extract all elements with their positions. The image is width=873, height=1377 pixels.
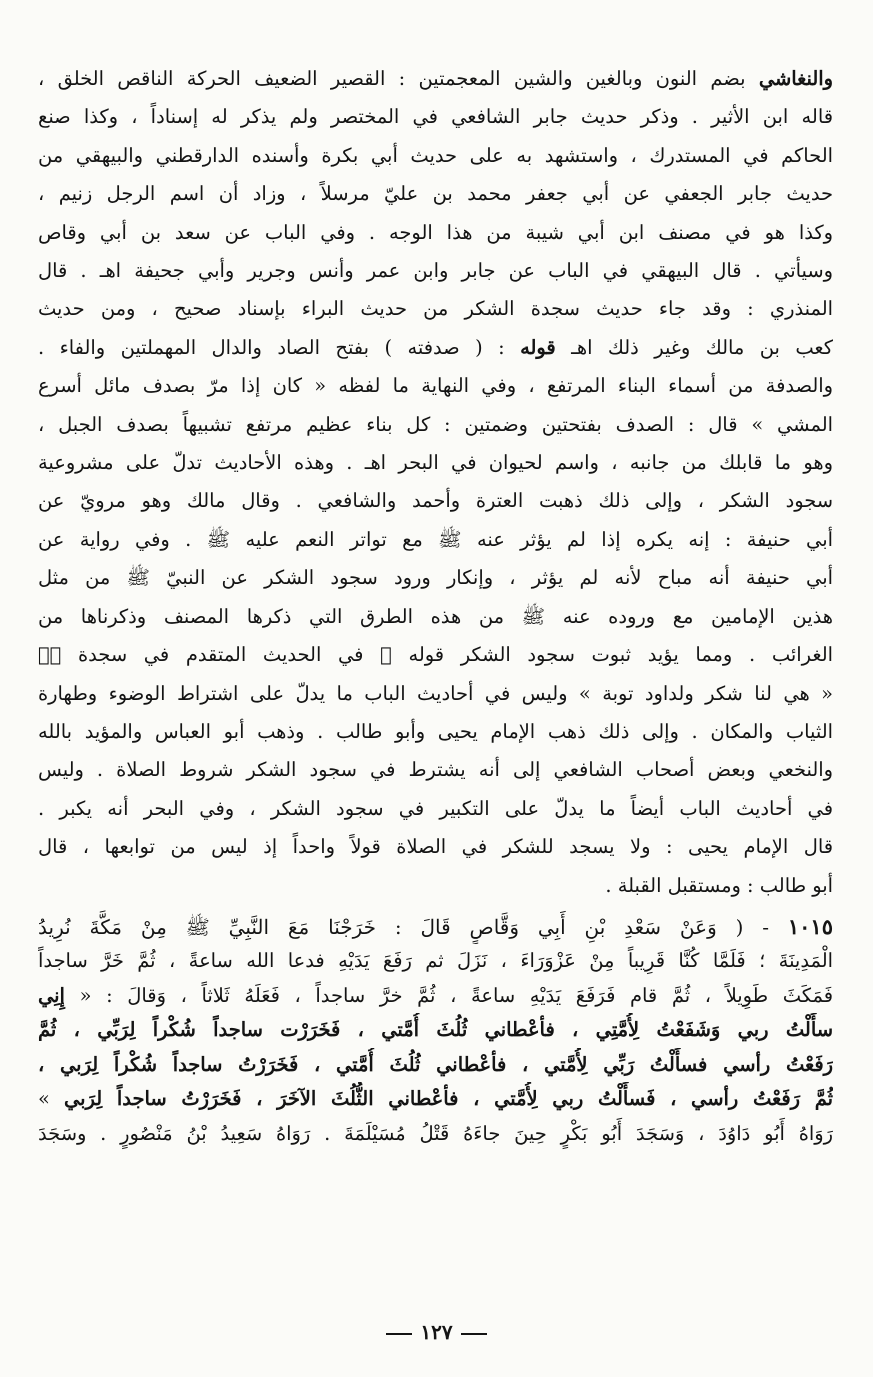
line-text: الثياب والمكان . وإلى ذلك ذهب الإمام يحيى وأبو طالب . وذهب أبو العباس والمؤيد بالله [38,719,833,743]
commentary-line [38,290,833,328]
line-text: المنذري : وقد جاء حديث سجدة الشكر من حديث البراء بإسناد صحيح ، ومن حديث [38,297,833,321]
hadith-line-text: - ( وَعَنْ سَعْدِ بْنِ أَبِي وَقَّاصٍ قَالَ : خَرَجْنَا مَعَ النَّبِيِّ ﷺ مِنْ مَكَّةَ نُرِيدُ [38,914,788,939]
commentary-line [38,482,833,520]
commentary-line [38,867,833,905]
line-text: سجود الشكر ، وإلى ذلك ذهبت العترة وأحمد والشافعي . وقال مالك وهو مرويّ عن [38,489,833,513]
hadith-line-text: فَمَكَثَ طَوِيلاً ، ثُمَّ قام فَرَفَعَ يَدَيْهِ ساعةً ، ثُمَّ خرَّ ساجداً ، فَعَلَهُ ثَلاثاً ، وَقالَ : « [64,983,833,1007]
line-text: هذين الإمامين مع وروده عنه ﷺ من هذه الطرق التي ذكرها المصنف وذكرناها من [38,604,833,628]
line-text: والصدفة من أسماء البناء المرتفع ، وفي النهاية ما لفظه « كان إذا مرّ بصدف مائل أسرع [38,374,833,398]
commentary-line [38,175,833,213]
hadith-line [38,1117,833,1152]
commentary-line [38,636,833,674]
hadith-bold-text: ثُمَّ رَفَعْتُ رأسي ، فَسأَلْتُ ربي لِأُمَّتي ، فأعْطاني الثُّلُثَ الآخَرَ ، فَخَرَرْتُ ساجداً لِرَبي [64,1087,833,1111]
line-text: المشي » قال : الصدف بفتحتين وضمتين : كل بناء عظيم مرتفع تشبيهاً بصدف الجبل ، [38,412,833,436]
hadith-bold-text: رَفَعْتُ رأسي فسأَلْتُ رَبِّي لِأُمَّتي ، فأعْطاني ثُلُثَ أُمَّتي ، فَخَرَرْتُ ساجداً شُكْراً لِرَبي ، [38,1052,833,1076]
commentary-line [38,252,833,290]
bold-term: والنغاشي [758,67,833,90]
commentary-line [38,713,833,751]
commentary-line [38,98,833,136]
hadith-lines [38,944,833,1151]
hadith-line-text: الْمَدِينَةَ ؛ فَلَمَّا كُنَّا قَرِيباً مِنْ عَزْوَرَاءَ ، نَزَلَ ثم رَفَعَ يَدَيْهِ فدعا الله ساعةً ، ثُمَّ خَرَّ ساجداً [38,949,833,973]
commentary-line [38,521,833,559]
commentary-line [38,559,833,597]
line-text: وهو ما قابلك من جانبه ، واسم لحيوان في البحر اهـ . وهذه الأحاديث تدلّ على مشروعية [38,451,833,475]
commentary-line [38,828,833,866]
hadith-line [38,979,833,1014]
quote-close: » [38,1087,64,1111]
line-text: الحاكم في المستدرك ، واستشهد به على حديث أبي بكرة وأسنده الدارقطني والبيهقي من [38,143,833,167]
commentary-line [38,406,833,444]
commentary-line [38,137,833,175]
commentary-line [38,598,833,636]
commentary-line [38,60,833,98]
hadith-number: ١٠١٥ [787,913,833,939]
hadith-line [38,1082,833,1117]
hadith-bold-text: سأَلْتُ ربي وَشَفَعْتُ لِأُمَّتِي ، فأعْطاني ثُلُثَ أُمَّتي ، فَخَرَرْت ساجداً شُكْراً لِرَبِّي ، ثُمَّ [38,1018,833,1042]
line-text: في أحاديث الباب أيضاً ما يدلّ على التكبير في سجود الشكر ، وفي البحر أنه يكبر . [38,796,833,820]
line-text: أبو طالب : ومستقبل القبلة . [605,873,833,897]
page-number-dash [386,1333,412,1335]
line-text: أبي حنيفة : إنه يكره إذا لم يؤثر عنه ﷺ مع تواتر النعم عليه ﷺ . وفي رواية عن [38,527,833,551]
commentary-line [38,790,833,828]
commentary-section [38,60,833,905]
line-text: قاله ابن الأثير . وذكر حديث جابر الشافعي في المختصر ولم يذكر له إسناداً ، وكذا صنع [38,105,833,129]
commentary-line [38,214,833,252]
bold-term: قوله [520,335,556,359]
line-text: قال الإمام يحيى : ولا يسجد للشكر في الصلاة قولاً واحداً إذ ليس من توابعها ، قال [38,835,833,859]
line-text: بضم النون وبالغين والشين المعجمتين : القصير الضعيف الحركة الناقص الخلق ، [38,67,759,90]
commentary-line [38,751,833,789]
page-number-text: ١٢٧ [420,1320,453,1344]
commentary-line [38,675,833,713]
line-text: والنخعي وبعض أصحاب الشافعي إلى أنه يشترط في سجود الشكر شروط الصلاة . وليس [38,758,833,782]
hadith-line-text: رَوَاهُ أَبُو دَاوُدَ ، وَسَجَدَ أَبُو بَكْرٍ حِينَ جاءَهُ قَتْلُ مُسَيْلَمَةَ . رَوَاهُ سَعِيدُ بْنُ مَنْصُورٍ . وسَجَدَ [38,1121,833,1145]
hadith-section [38,910,833,1152]
commentary-line [38,444,833,482]
line-text: حديث جابر الجعفي عن أبي جعفر محمد بن عليّ مرسلاً ، وزاد أن اسم الرجل زنيم ، [38,182,833,206]
line-text: كعب بن مالك وغير ذلك اهـ [555,335,833,359]
hadith-line [38,1013,833,1048]
page-number [0,1320,873,1344]
line-text: « هي لنا شكر ولداود توبة » وليس في أحاديث الباب ما يدلّ على اشتراط الوضوء وطهارة [38,681,833,705]
line-text: وكذا هو في مصنف ابن أبي شيبة من هذا الوجه . وفي الباب عن سعد بن أبي وقاص [38,220,833,244]
line-text: وسيأتي . قال البيهقي في الباب عن جابر وابن عمر وأنس وجرير وأبي جحيفة اهـ . قال [38,259,833,283]
line-text: : ( صدفته ) بفتح الصاد والدال المهملتين والفاء . [38,335,521,359]
hadith-line [38,944,833,979]
line-text: أبي حنيفة أنه مباح لأنه لم يؤثر ، وإنكار ورود سجود الشكر عن النبيّ ﷺ من مثل [38,566,833,590]
commentary-line [38,367,833,405]
commentary-line [38,329,833,367]
hadith-line [38,1048,833,1083]
hadith-first-line [38,910,833,945]
hadith-bold-text: إِنِي [38,983,65,1007]
line-text: الغرائب . ومما يؤيد ثبوت سجود الشكر قوله ﷺ في الحديث المتقدم في سجدة صۤ [38,643,833,667]
page-number-dash [461,1333,487,1335]
